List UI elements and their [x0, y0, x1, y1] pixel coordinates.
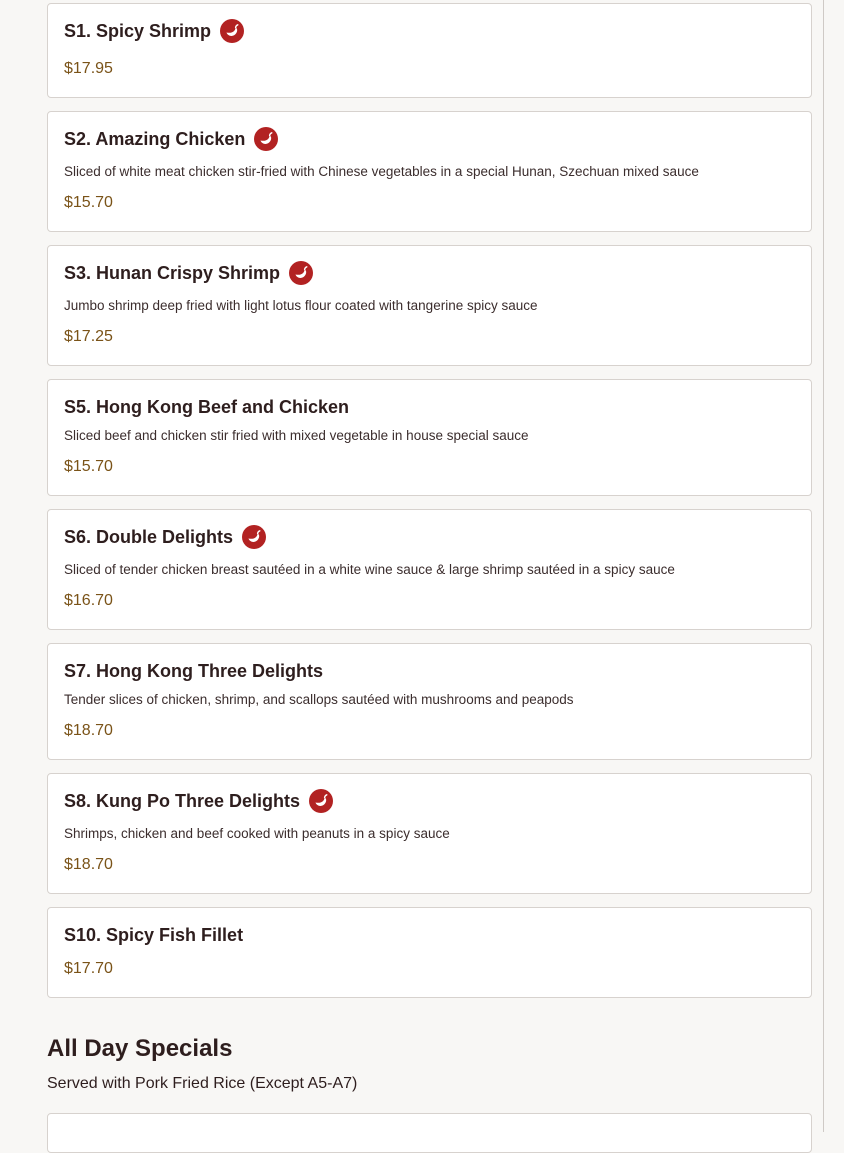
menu-item-list [47, 3, 812, 1011]
chili-pepper-icon [309, 789, 333, 813]
chili-pepper-icon [254, 127, 278, 151]
menu-item-card[interactable] [47, 379, 812, 496]
item-name: S1. Spicy Shrimp [64, 20, 212, 41]
item-price: $15.70 [64, 194, 113, 211]
chili-pepper-icon [289, 261, 313, 285]
page-scroll-edge [823, 0, 824, 1132]
item-description: Sliced of tender chicken breast sautéed in a white wine sauce & large shrimp sautéed in a spicy sauce [64, 562, 675, 577]
item-name: S7. Hong Kong Three Delights [64, 660, 324, 681]
chili-pepper-icon [220, 19, 244, 43]
chili-pepper-icon [242, 525, 266, 549]
item-description: Sliced of white meat chicken stir-fried with Chinese vegetables in a special Hunan, Szechuan mixed sauce [64, 164, 699, 179]
item-name: S2. Amazing Chicken [64, 128, 246, 149]
item-price: $15.70 [64, 458, 113, 475]
item-price: $17.25 [64, 328, 113, 345]
item-name: S8. Kung Po Three Delights [64, 790, 301, 811]
menu-item-card[interactable] [47, 111, 812, 232]
menu-item-card[interactable] [47, 3, 812, 98]
section-subtitle: Served with Pork Fried Rice (Except A5-A7) [47, 1075, 358, 1092]
item-price: $16.70 [64, 592, 113, 609]
item-name: S5. Hong Kong Beef and Chicken [64, 396, 350, 417]
item-description: Tender slices of chicken, shrimp, and scallops sautéed with mushrooms and peapods [64, 692, 574, 707]
menu-item-card[interactable] [47, 643, 812, 760]
menu-item-card[interactable] [47, 245, 812, 366]
section-title: All Day Specials [47, 1035, 233, 1062]
menu-item-card[interactable] [47, 509, 812, 630]
menu-item-card[interactable] [47, 1113, 812, 1153]
item-description: Shrimps, chicken and beef cooked with peanuts in a spicy sauce [64, 826, 450, 841]
menu-item-card[interactable] [47, 907, 812, 998]
item-description: Jumbo shrimp deep fried with light lotus flour coated with tangerine spicy sauce [64, 298, 538, 313]
item-price: $17.70 [64, 960, 113, 977]
item-price: $17.95 [64, 60, 113, 77]
item-price: $18.70 [64, 722, 113, 739]
menu-item-card[interactable] [47, 773, 812, 894]
item-name: S3. Hunan Crispy Shrimp [64, 262, 281, 283]
item-description: Sliced beef and chicken stir fried with mixed vegetable in house special sauce [64, 428, 529, 443]
item-name: S6. Double Delights [64, 526, 234, 547]
item-price: $18.70 [64, 856, 113, 873]
item-name: S10. Spicy Fish Fillet [64, 924, 244, 945]
